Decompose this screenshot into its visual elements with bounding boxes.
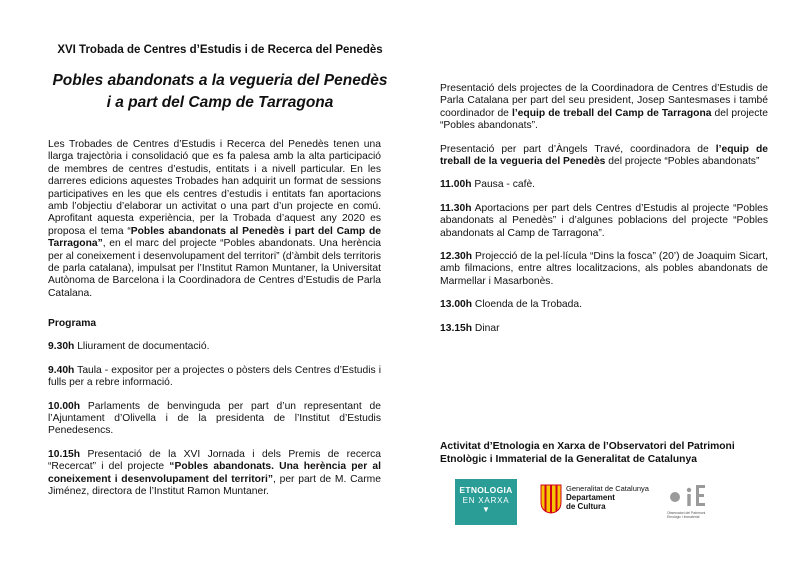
program-item: [48, 341, 381, 353]
program-item: [440, 251, 768, 288]
program-item-text: Projecció de la pel·lícula “Dins la fosca” (20’) de Joaquim Sicart, amb filmacions, entre altres localitzacions, als pobles abandonats de Marmellar i Masarbonès.: [440, 251, 768, 287]
opei-logo-text: Observatori del Patrimoni Etnològic i Immaterial: [667, 511, 706, 519]
program-text-bold: l’equip de treball de la vegueria del Penedès: [440, 143, 768, 168]
program-item-text: , per part de M. Carme Jiménez, directora de l’Institut Ramon Muntaner.: [48, 473, 381, 498]
program-text-bold: l’equip de treball del Camp de Tarragona: [511, 107, 712, 119]
intro-paragraph: [48, 139, 381, 300]
program-item-text: Cloenda de la Trobada.: [472, 299, 582, 311]
program-item-text: Parlaments de benvinguda per part d’un representant de l’Ajuntament d’Olivella i de la presidenta de l’Institut d’Estudis Penedesencs.: [48, 400, 381, 437]
page-title: [50, 70, 390, 114]
footer-note: Activitat d’Etnologia en Xarxa de l’Observatori del Patrimoni Etnològic i Immaterial de la Generalitat de Catalunya: [440, 441, 735, 465]
intro-text-bold: Pobles abandonats al Penedès i part del Camp de Tarragona”: [48, 225, 381, 250]
program-item-time: 10.00h: [48, 400, 81, 412]
intro-text-2: , en el marc del projecte “Pobles abandonats. Una herència per al coneixement i desenvolupament del territori” (d’àmbit dels territoris de parla catalana), impulsat per l’Institut Ramon Muntaner, la Universitat Autònoma de Barcelona i la Coordinadora de Centres d’Estudis de Parla Catalana.: [48, 238, 381, 299]
generalitat-cultura-logo: [540, 484, 660, 520]
program-item: [440, 323, 768, 335]
program-text: Presentació per part d’Àngels Travé, coordinadora de: [440, 143, 716, 155]
program-item-time: 10.15h: [48, 448, 81, 460]
page-title-line-2: i a part del Camp de Tarragona: [106, 94, 334, 111]
program-paragraph: [440, 83, 768, 133]
department-line-2: de Cultura: [566, 502, 606, 511]
program-item-text: Aportacions per part dels Centres d’Estudis al projecte “Pobles abandonats al Penedès” i d’algunes poblacions del projecte “Pobles abandonats al Camp de Tarragona”.: [440, 202, 768, 239]
program-heading: Programa: [48, 318, 97, 329]
program-item-time: 13.00h: [440, 299, 473, 311]
program-item-text-bold: “Pobles abandonats. Una herència per al coneixement i desenvolupament del territori”: [48, 461, 381, 485]
header-title: XVI Trobada de Centres d’Estudis i de Recerca del Penedès: [57, 44, 383, 56]
program-item: [48, 401, 381, 438]
opei-emblem-icon: [667, 481, 717, 509]
program-item-text: Lliurament de documentació.: [74, 341, 210, 353]
program-item-text: Pausa - cafè.: [471, 179, 536, 191]
program-item-time: 12.30h: [440, 251, 473, 263]
program-paragraph: [440, 144, 768, 169]
program-item: [440, 179, 768, 191]
program-text: Presentació dels projectes de la Coordinadora de Centres d’Estudis de Parla Catalana per part del seu president, Josep Santesmases i també coordinador de: [440, 83, 768, 119]
program-item: [440, 299, 768, 311]
etnologia-en-xarxa-logo: [455, 479, 517, 525]
program-item-text: Presentació de la XVI Jornada i dels Premis de recerca “Recercat” i del projecte: [48, 448, 381, 473]
program-item-time: 9.30h: [48, 341, 75, 353]
program-left-column: [48, 318, 381, 509]
program-item: [48, 365, 381, 390]
intro-text-1: Les Trobades de Centres d’Estudis i Recerca del Penedès tenen una llarga trajectòria i consolidació que es fa palesa amb la alta participació de membres de centres d’estudis, entitats i a nivell particular. En les darreres edicions aquestes Trobades han adquirit un format de sessions participatives en les que els centres d’estudis i entitats fan aportacions amb l’objectiu d’elaborar un activitat o una part d’un projecte en comú. Aprofitant aquesta experiència, per la Trobada d’aquest any 2020 es proposa el tema “: [48, 139, 381, 237]
generalitat-name: Generalitat de Catalunya: [566, 484, 649, 493]
program-item-text: Dinar: [472, 322, 500, 334]
program-text: del projecte “Pobles abandonats”.: [440, 107, 768, 132]
etnologia-logo-line-1: ETNOLOGIA: [459, 485, 513, 495]
program-item-time: 11.00h: [440, 179, 472, 191]
etnologia-logo-line-2: EN XARXA: [462, 496, 510, 505]
page-title-line-1: Pobles abandonats a la vegueria del Penedès: [52, 72, 388, 89]
department-line-1: Departament: [566, 493, 615, 502]
chevron-down-icon: ▼: [482, 505, 490, 514]
program-item-time: 13.15h: [440, 322, 473, 334]
program-item-text: Taula - expositor per a projectes o pòsters dels Centres d’Estudis i fulls per a rebre informació.: [48, 364, 381, 389]
opei-logo: [667, 481, 717, 525]
program-item: [440, 203, 768, 240]
program-text: del projecte “Pobles abandonats”: [605, 156, 760, 168]
program-item-time: 9.40h: [48, 364, 75, 376]
senyera-shield-icon: [540, 484, 562, 514]
program-right-column: [440, 83, 768, 346]
generalitat-logo-text: [566, 484, 649, 511]
program-item-time: 11.30h: [440, 202, 472, 214]
program-item: [48, 449, 381, 499]
